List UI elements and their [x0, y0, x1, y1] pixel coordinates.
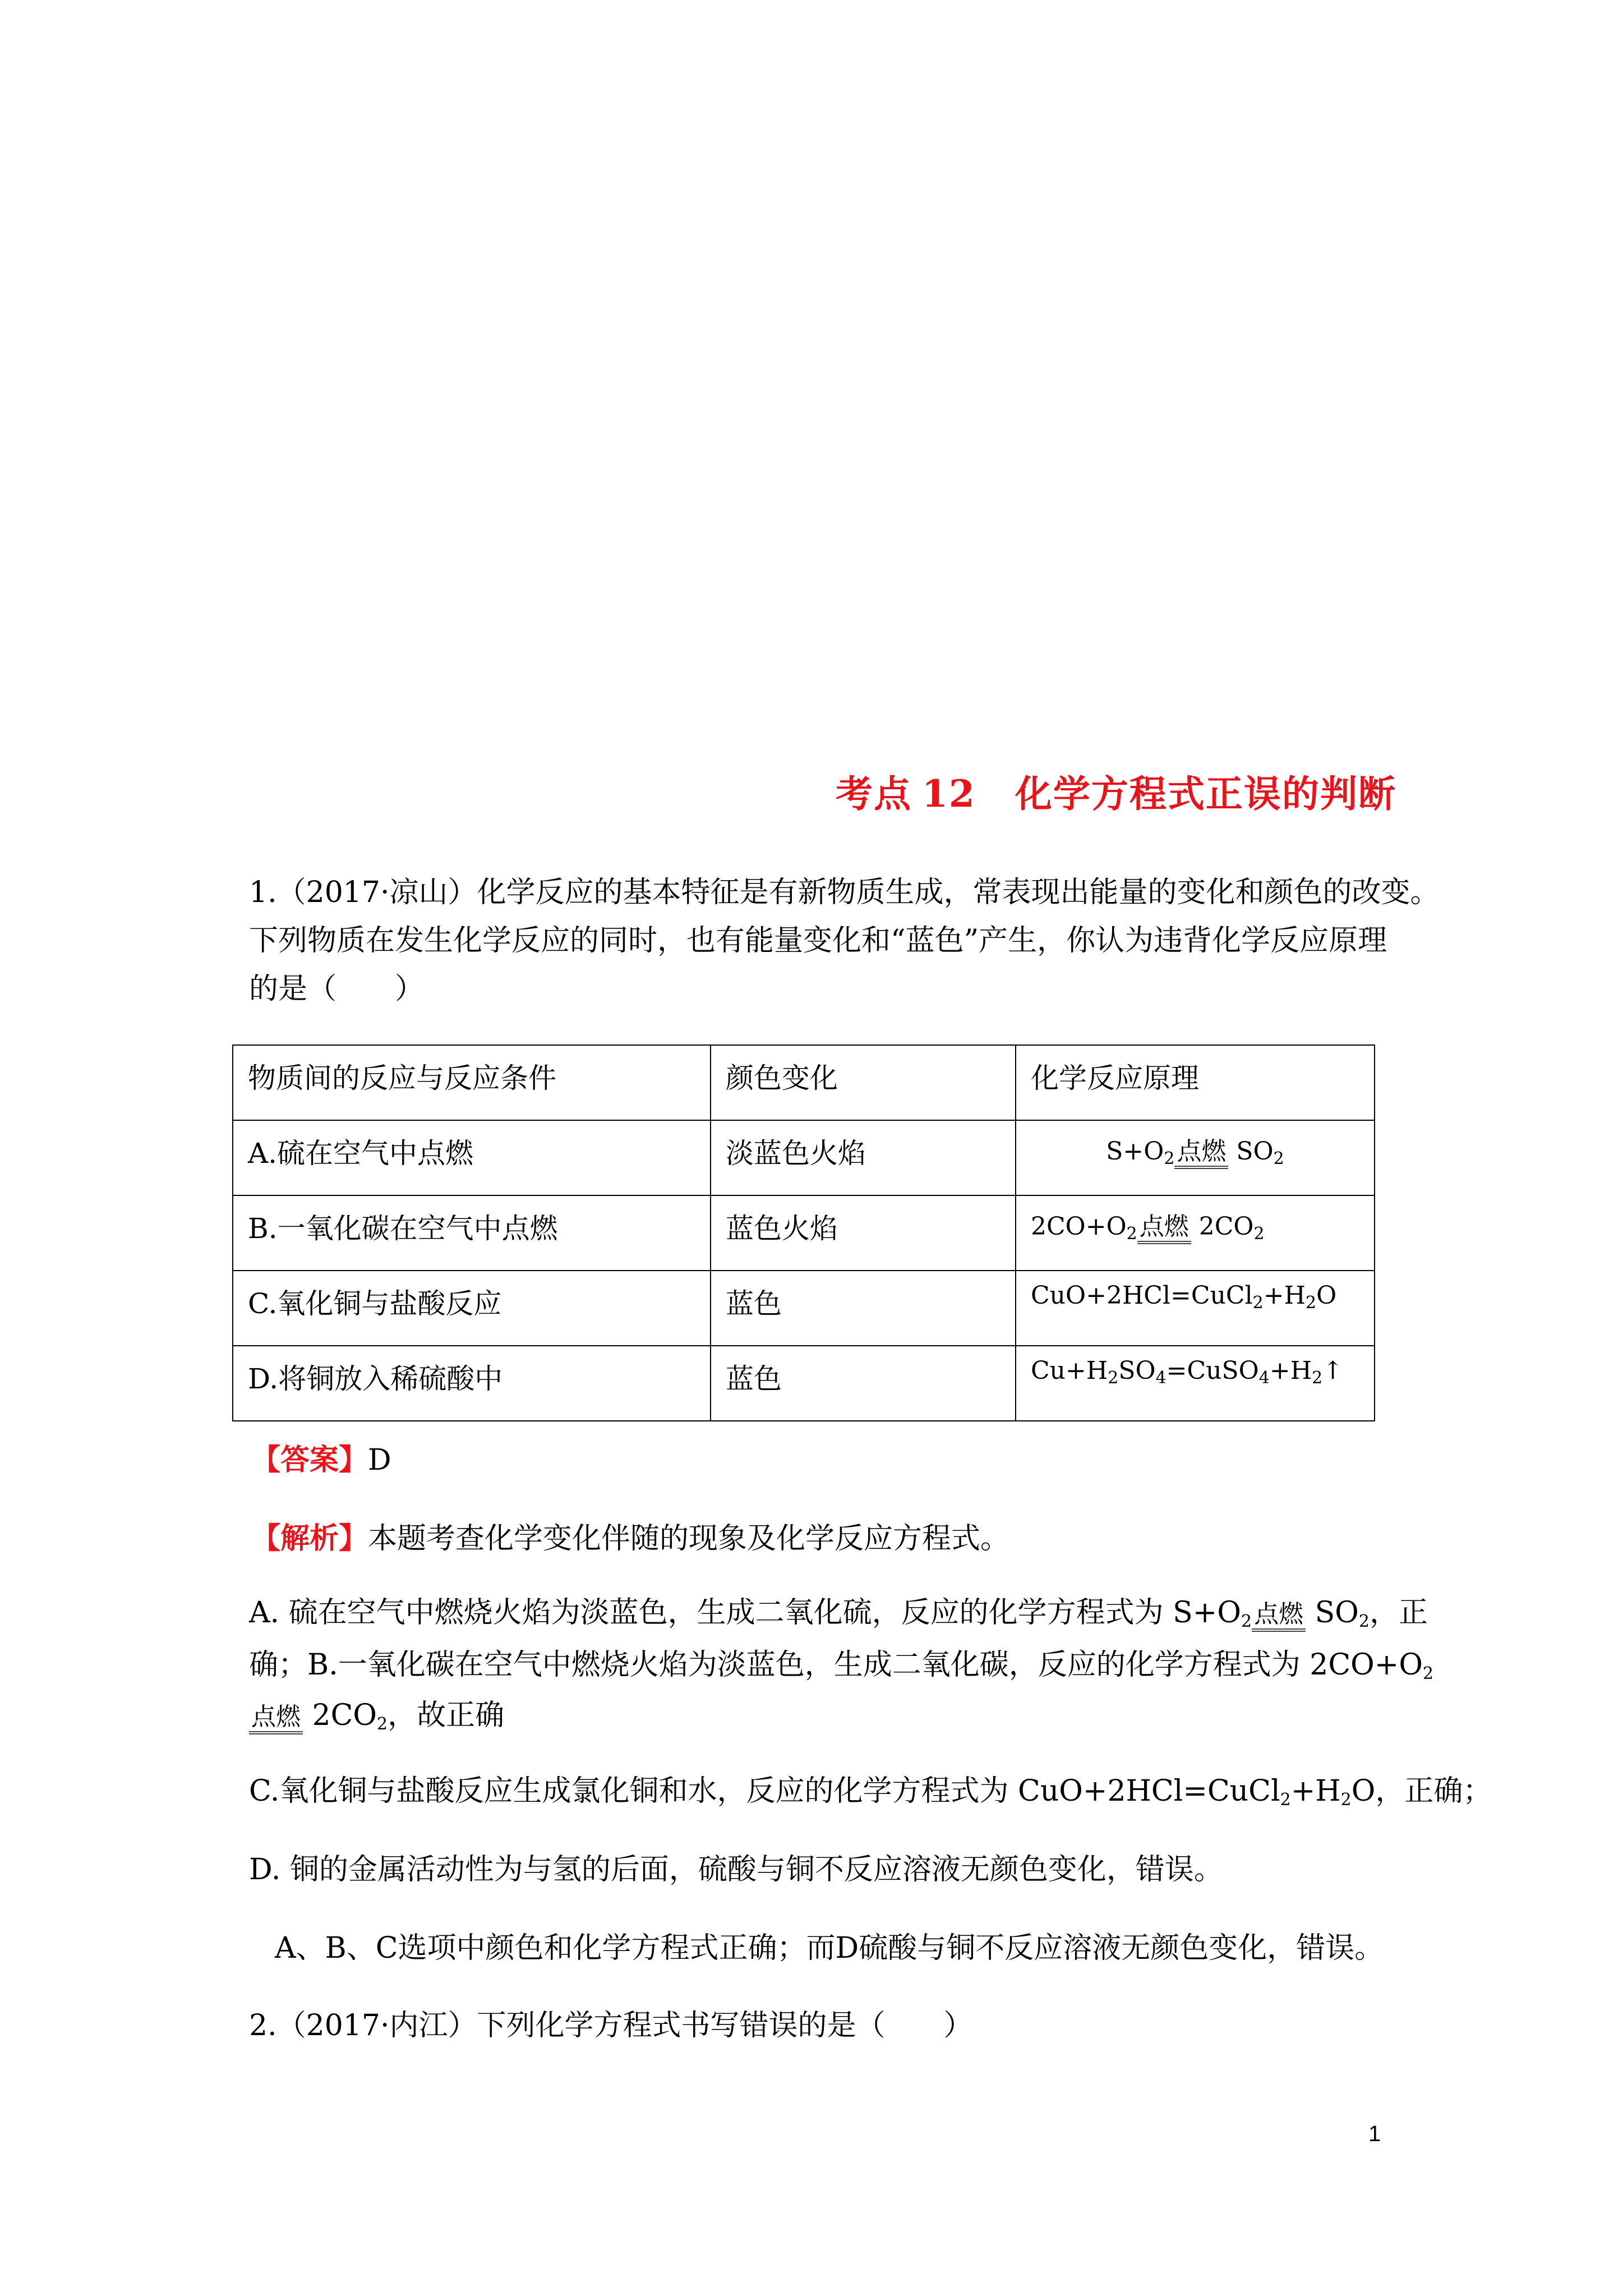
reaction-table [232, 1045, 1375, 1421]
table-cell: B.一氧化碳在空气中点燃 [233, 1195, 711, 1271]
question-1-line: 的是（ ） [249, 972, 425, 1006]
table-row [233, 1271, 1375, 1346]
table-cell: 淡蓝色火焰 [711, 1120, 1016, 1195]
analysis-option-c: C.氧化铜与盐酸反应生成氯化铜和水，反应的化学方程式为 $CuO+2HCl=CuCl_2+H_2O$，正确； [249, 1774, 1492, 1810]
equation-cell: $Cu+H_2SO_4=CuSO_4+H_2↑$ [1016, 1346, 1375, 1421]
equation-cell: $2CO+O_2$点燃 $2CO_2$ [1016, 1195, 1375, 1271]
reaction-condition: 点燃 [1137, 1212, 1191, 1244]
table-row [233, 1346, 1375, 1421]
table-header: 化学反应原理 [1016, 1045, 1375, 1120]
question-1-line: 下列物质在发生化学反应的同时，也有能量变化和“蓝色”产生，你认为违背化学反应原理 [249, 924, 1387, 958]
analysis-label: 【解析】 [251, 1521, 368, 1556]
question-1-line: 1.（2017·凉山）化学反应的基本特征是有新物质生成，常表现出能量的变化和颜色的改变。 [249, 876, 1440, 909]
analysis-option-d: D. 铜的金属活动性为与氢的后面，硫酸与铜不反应溶液无颜色变化，错误。 [249, 1853, 1223, 1887]
analysis-option-ab: A. 硫在空气中燃烧火焰为淡蓝色，生成二氧化硫，反应的化学方程式为 $S+O_2$点燃 $SO_2$，正 确；B.一氧化碳在空气中燃烧火焰为淡蓝色，生成二氧化碳，反应的化学方程式为 $2CO+O_2$ 点燃 $2CO_2$，故正确 [249, 1596, 1434, 1734]
table-cell: C.氧化铜与盐酸反应 [233, 1271, 711, 1346]
page-title: 考点 12 化学方程式正误的判断 [836, 772, 1396, 816]
equation-cell: $CuO+2HCl=CuCl_2+H_2O$ [1016, 1271, 1375, 1346]
table-cell: 蓝色火焰 [711, 1195, 1016, 1271]
question-2: 2.（2017·内江）下列化学方程式书写错误的是（ ） [249, 2009, 973, 2042]
table-cell: 蓝色 [711, 1346, 1016, 1421]
table-header: 颜色变化 [711, 1045, 1016, 1120]
table-header: 物质间的反应与反应条件 [233, 1045, 711, 1120]
question-1 [249, 868, 1440, 1013]
table-cell: A.硫在空气中点燃 [233, 1120, 711, 1195]
answer [251, 1436, 391, 1478]
table-cell: D.将铜放入稀硫酸中 [233, 1346, 711, 1421]
reaction-condition: 点燃 [1174, 1137, 1228, 1169]
table-row [233, 1195, 1375, 1271]
analysis-summary: A、B、C选项中颜色和化学方程式正确；而D硫酸与铜不反应溶液无颜色变化，错误。 [275, 1931, 1384, 1965]
analysis-intro: 【解析】本题考查化学变化伴随的现象及化学反应方程式。 [251, 1521, 1010, 1556]
answer-value: D [368, 1443, 391, 1477]
table-cell: 蓝色 [711, 1271, 1016, 1346]
table-header-row [233, 1045, 1375, 1120]
answer-label: 【答案】 [251, 1443, 368, 1477]
equation-cell: $S+O_2$点燃 $SO_2$ [1016, 1120, 1375, 1195]
page-number: 1 [1368, 2122, 1381, 2146]
table-row [233, 1120, 1375, 1195]
